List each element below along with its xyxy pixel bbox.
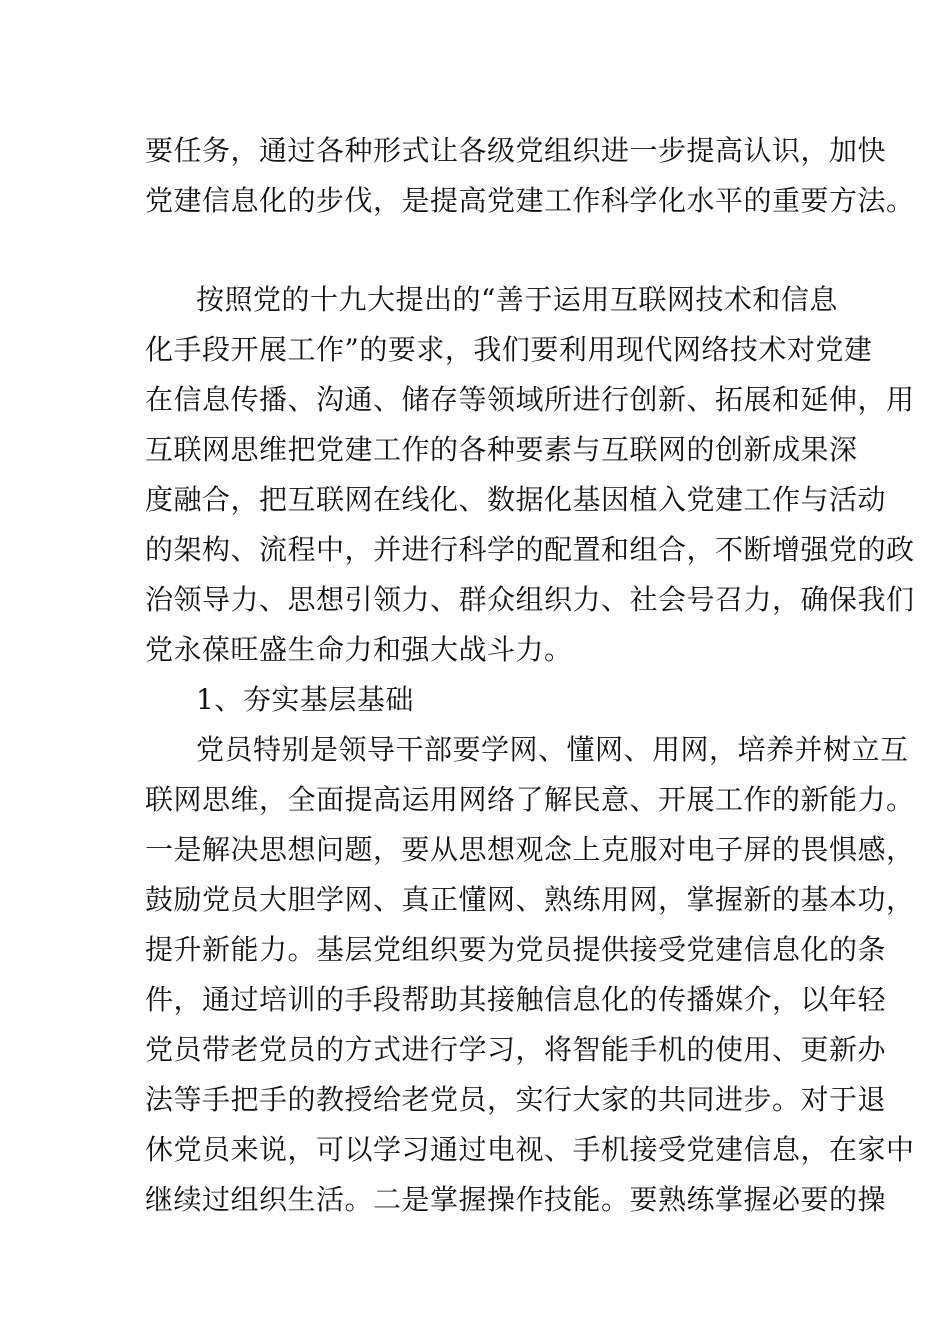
paragraph-line: 互联网思维把党建工作的各种要素与互联网的创新成果深	[145, 433, 858, 466]
paragraph-line: 联网思维，全面提高运用网络了解民意、开展工作的新能力。	[145, 783, 915, 816]
paragraph-line: 在信息传播、沟通、储存等领域所进行创新、拓展和延伸，用	[145, 383, 915, 416]
paragraph-line: 党建信息化的步伐，是提高党建工作科学化水平的重要方法。	[145, 184, 915, 217]
paragraph-line: 的架构、流程中，并进行科学的配置和组合，不断增强党的政	[145, 533, 915, 566]
paragraph-line: 党员特别是领导干部要学网、懂网、用网，培养并树立互	[196, 733, 909, 766]
paragraph-line: 一是解决思想问题，要从思想观念上克服对电子屏的畏惧感，	[145, 833, 915, 866]
paragraph-line: 提升新能力。基层党组织要为党员提供接受党建信息化的条	[145, 933, 887, 966]
paragraph-line: 度融合，把互联网在线化、数据化基因植入党建工作与活动	[145, 483, 887, 516]
paragraph-line: 法等手把手的教授给老党员，实行大家的共同进步。对于退	[145, 1083, 887, 1116]
paragraph-line: 要任务，通过各种形式让各级党组织进一步提高认识，加快	[145, 134, 887, 167]
paragraph-line: 党员带老党员的方式进行学习，将智能手机的使用、更新办	[145, 1033, 887, 1066]
paragraph-line: 党永葆旺盛生命力和强大战斗力。	[145, 633, 573, 666]
paragraph-line: 鼓励党员大胆学网、真正懂网、熟练用网，掌握新的基本功，	[145, 883, 915, 916]
section-heading: 1、夯实基层基础	[196, 683, 414, 716]
paragraph-line: 休党员来说，可以学习通过电视、手机接受党建信息，在家中	[145, 1133, 915, 1166]
paragraph-line: 件，通过培训的手段帮助其接触信息化的传播媒介，以年轻	[145, 983, 887, 1016]
paragraph-line: 按照党的十九大提出的“善于运用互联网技术和信息	[196, 283, 838, 316]
paragraph-line: 化手段开展工作”的要求，我们要利用现代网络技术对党建	[145, 333, 873, 366]
paragraph-line: 治领导力、思想引领力、群众组织力、社会号召力，确保我们	[145, 583, 915, 616]
paragraph-line: 继续过组织生活。二是掌握操作技能。要熟练掌握必要的操	[145, 1183, 887, 1216]
